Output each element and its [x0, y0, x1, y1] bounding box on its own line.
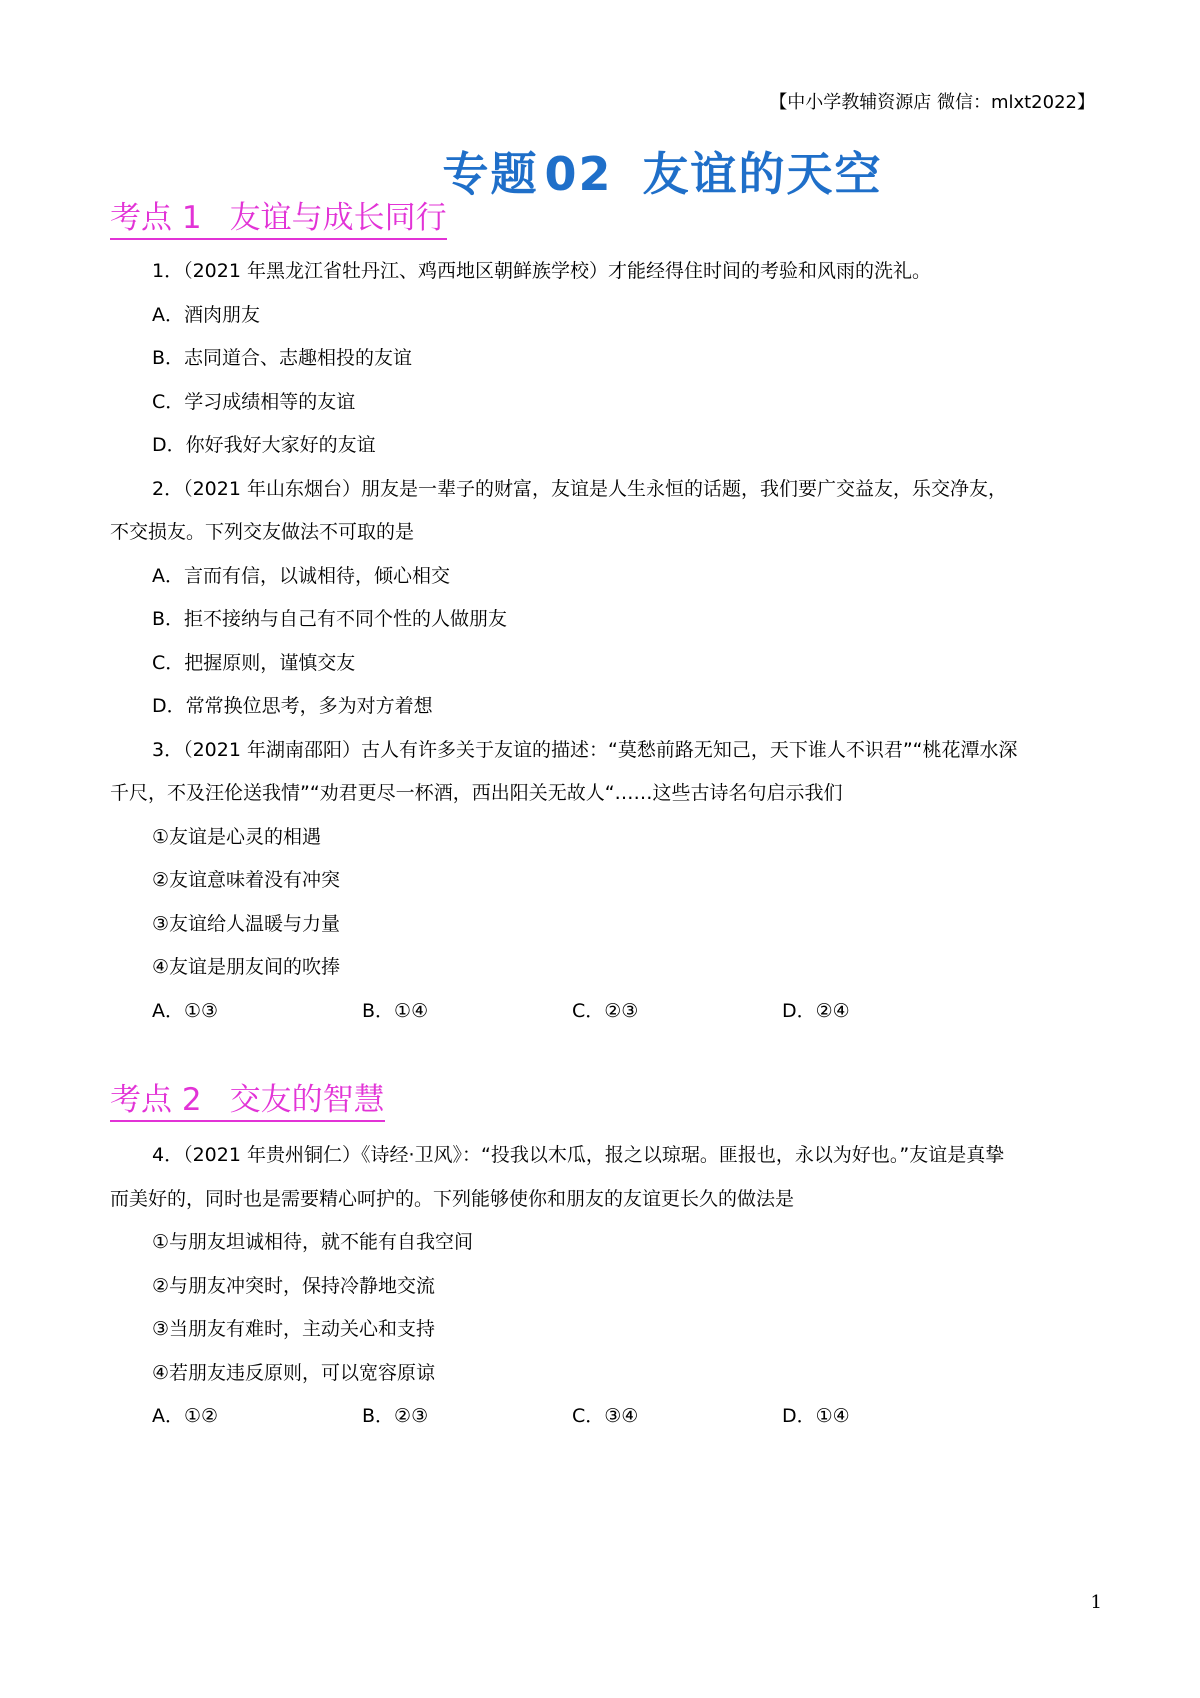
q2-option-a: A．言而有信，以诚相待，倾心相交	[152, 565, 450, 587]
header-note: 【中小学教辅资源店 微信：mlxt2022】	[769, 92, 1095, 113]
q3-option-b: B．①④	[362, 1000, 429, 1022]
question-4-stem-line2: 而美好的，同时也是需要精心呵护的。下列能够使你和朋友的友谊更长久的做法是	[110, 1188, 795, 1210]
q4-option-b: B．②③	[362, 1405, 429, 1427]
page-number: 1	[1090, 1592, 1102, 1613]
q4-statement-2: ②与朋友冲突时，保持冷静地交流	[152, 1275, 436, 1297]
q3-option-c: C．②③	[572, 1000, 639, 1022]
q1-option-a: A．酒肉朋友	[152, 304, 260, 326]
section-label: 考点 2	[110, 1082, 202, 1118]
title-prefix: 专题	[442, 147, 539, 201]
q3-statement-3: ③友谊给人温暖与力量	[152, 913, 341, 935]
section-label: 考点 1	[110, 200, 202, 236]
q4-statement-3: ③当朋友有难时，主动关心和支持	[152, 1318, 436, 1340]
question-1-stem: 1．（2021 年黑龙江省牡丹江、鸡西地区朝鲜族学校）才能经得住时间的考验和风雨的洗礼。	[152, 260, 931, 282]
question-2-stem-line1: 2．（2021 年山东烟台）朋友是一辈子的财富，友谊是人生永恒的话题，我们要广交益友，乐交净友，	[152, 478, 1007, 500]
q3-options-row	[152, 998, 992, 1024]
question-2-stem-line2: 不交损友。下列交友做法不可取的是	[110, 521, 415, 543]
q4-option-a: A．①②	[152, 1405, 219, 1427]
q3-option-a: A．①③	[152, 1000, 219, 1022]
section-name: 交友的智慧	[229, 1082, 385, 1118]
page-title	[0, 138, 1200, 204]
title-number: 02	[544, 147, 613, 201]
q2-option-c: C．把握原则，谨慎交友	[152, 652, 356, 674]
q3-option-d: D．②④	[782, 1000, 850, 1022]
q1-option-c: C．学习成绩相等的友谊	[152, 391, 356, 413]
q4-option-c: C．③④	[572, 1405, 639, 1427]
q2-option-b: B．拒不接纳与自己有不同个性的人做朋友	[152, 608, 508, 630]
question-4-stem-line1: 4．（2021 年贵州铜仁）《诗经·卫风》：“投我以木瓜，报之以琼琚。匪报也，永以为好也。”友谊是真挚	[152, 1144, 1005, 1166]
q4-statement-1: ①与朋友坦诚相待，就不能有自我空间	[152, 1231, 474, 1253]
title-name: 友谊的天空	[642, 147, 883, 201]
q3-statement-1: ①友谊是心灵的相遇	[152, 826, 322, 848]
q4-statement-4: ④若朋友违反原则，可以宽容原谅	[152, 1362, 436, 1384]
section-heading-2	[110, 1082, 385, 1122]
q1-option-d: D．你好我好大家好的友谊	[152, 434, 376, 456]
q1-option-b: B．志同道合、志趣相投的友谊	[152, 347, 413, 369]
section-heading-1	[110, 200, 447, 240]
q3-statement-2: ②友谊意味着没有冲突	[152, 869, 341, 891]
q3-statement-4: ④友谊是朋友间的吹捧	[152, 956, 341, 978]
section-name: 友谊与成长同行	[229, 200, 447, 236]
q2-option-d: D．常常换位思考，多为对方着想	[152, 695, 433, 717]
q4-option-d: D．①④	[782, 1405, 850, 1427]
question-3-stem-line1: 3．（2021 年湖南邵阳）古人有许多关于友谊的描述：“莫愁前路无知己，天下谁人不识君”“桃花潭水深	[152, 739, 1018, 761]
question-3-stem-line2: 千尺，不及汪伦送我情”“劝君更尽一杯酒，西出阳关无故人“……这些古诗名句启示我们	[110, 782, 843, 804]
q4-options-row	[152, 1403, 992, 1429]
